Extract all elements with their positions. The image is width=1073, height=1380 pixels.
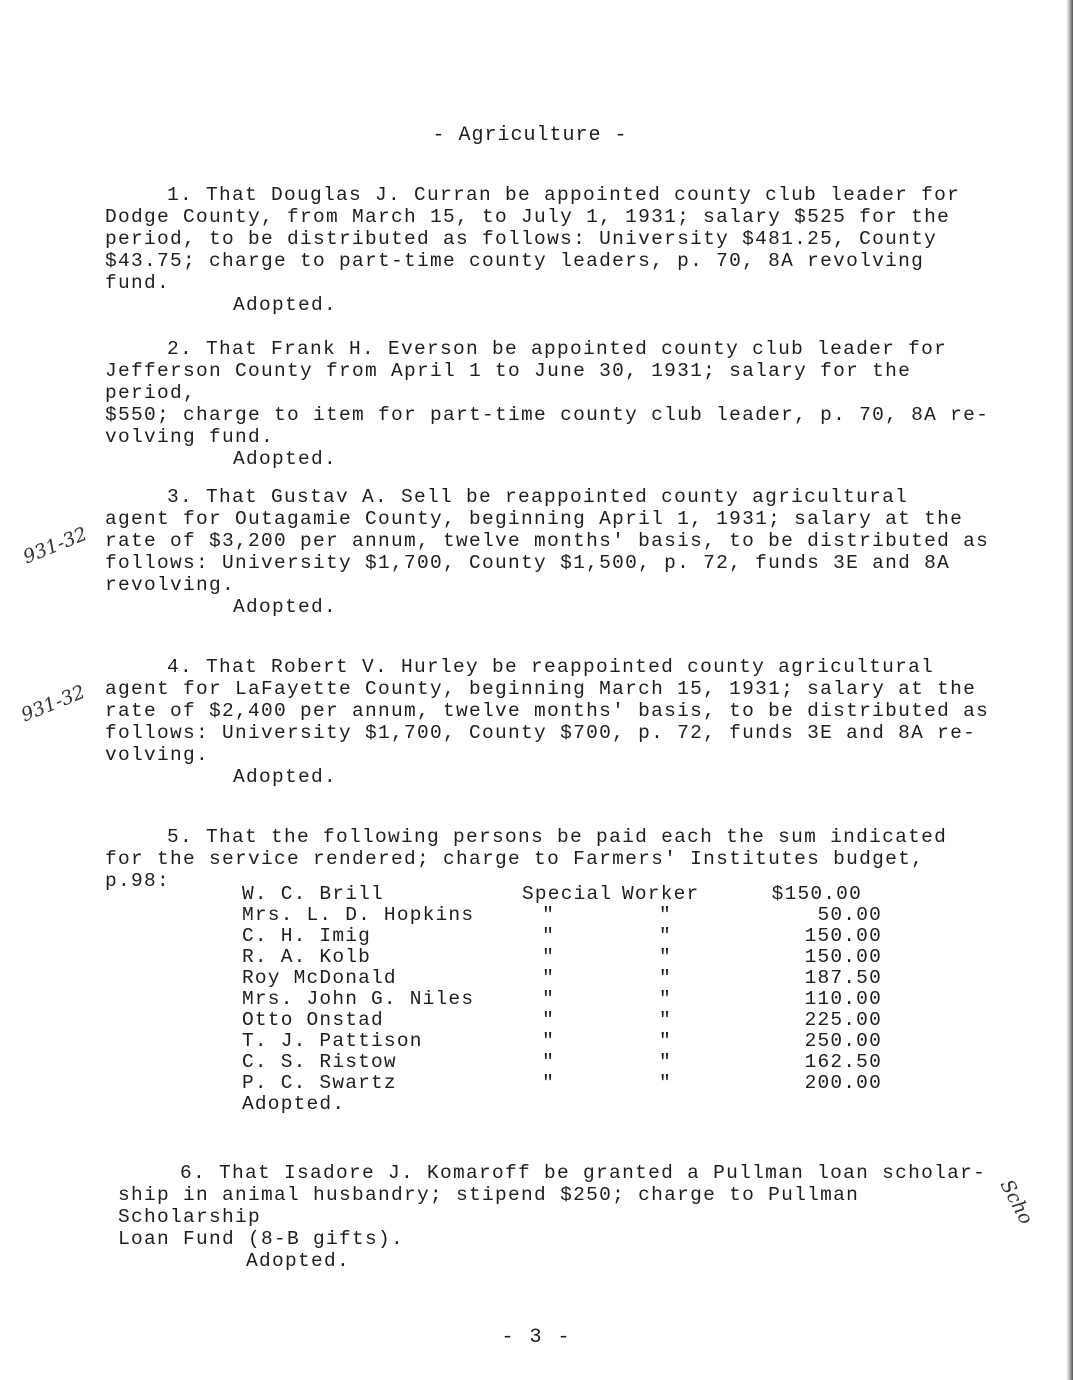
- adopted-label: Adopted.: [233, 294, 338, 316]
- list-item: [242, 947, 882, 968]
- ditto-mark: ": [542, 1030, 556, 1052]
- ditto-mark: ": [542, 967, 556, 989]
- ditto-mark: ": [542, 904, 556, 926]
- payee-amount: 187.50: [804, 967, 882, 989]
- item-line: ship in animal husbandry; stipend $250; charge to Pullman Scholarship: [118, 1184, 860, 1228]
- resolution-item-6: [118, 1162, 998, 1272]
- item-line: for the service rendered; charge to Farmers' Institutes budget, p.98:: [105, 848, 925, 892]
- role-worker: Worker: [622, 883, 700, 905]
- payee-amount: 50.00: [817, 904, 882, 926]
- payee-name: R. A. Kolb: [242, 946, 372, 968]
- list-item: [242, 989, 882, 1010]
- resolution-item-2: [105, 338, 995, 470]
- ditto-mark: ": [659, 1051, 672, 1073]
- item-line: follows: University $1,700, County $700, p. 72, funds 3E and 8A re-: [105, 722, 977, 744]
- ditto-mark: ": [542, 946, 556, 968]
- payee-amount: 162.50: [804, 1051, 882, 1073]
- list-item: [242, 1073, 882, 1094]
- payee-name: Otto Onstad: [242, 1009, 384, 1031]
- resolution-item-3: [105, 486, 995, 618]
- payee-name: Roy McDonald: [242, 967, 397, 989]
- payee-amount: 150.00: [804, 925, 882, 947]
- ditto-mark: ": [542, 1072, 556, 1094]
- handwritten-margin-note: 931-32: [20, 522, 91, 569]
- payee-list: [242, 884, 882, 1115]
- resolution-item-4: [105, 656, 995, 788]
- item-line: agent for Outagamie County, beginning April 1, 1931; salary at the: [105, 508, 964, 530]
- ditto-mark: ": [542, 1051, 556, 1073]
- list-item: [242, 905, 882, 926]
- adopted-label: Adopted.: [233, 596, 338, 618]
- handwritten-margin-note: 931-32: [18, 680, 89, 727]
- item-line: period, to be distributed as follows: University $481.25, County: [105, 228, 938, 250]
- adopted-label: Adopted.: [246, 1250, 351, 1272]
- handwritten-margin-note: Scho: [995, 1176, 1038, 1229]
- ditto-mark: ": [659, 904, 672, 926]
- item-line: follows: University $1,700, County $1,500, p. 72, funds 3E and 8A: [105, 552, 951, 574]
- payee-amount: 200.00: [804, 1072, 882, 1094]
- adopted-label: Adopted.: [233, 766, 338, 788]
- payee-amount: 110.00: [804, 988, 882, 1010]
- ditto-mark: ": [659, 1030, 672, 1052]
- item-line: agent for LaFayette County, beginning March 15, 1931; salary at the: [105, 678, 977, 700]
- ditto-mark: ": [542, 988, 556, 1010]
- payee-name: Mrs. L. D. Hopkins: [242, 904, 475, 926]
- item-line: revolving.: [105, 574, 236, 596]
- ditto-mark: ": [542, 925, 556, 947]
- payee-name: P. C. Swartz: [242, 1072, 397, 1094]
- list-item: [242, 968, 882, 989]
- ditto-mark: ": [659, 946, 672, 968]
- payee-amount: $150.00: [771, 883, 862, 905]
- payee-name: C. H. Imig: [242, 925, 372, 947]
- item-line: 5. That the following persons be paid each the sum indicated: [167, 826, 948, 848]
- role-special: Special: [522, 883, 613, 905]
- list-item: [242, 1052, 882, 1073]
- item-line: Dodge County, from March 15, to July 1, 1931; salary $525 for the: [105, 206, 951, 228]
- ditto-mark: ": [542, 1009, 556, 1031]
- payee-name: T. J. Pattison: [242, 1030, 423, 1052]
- item-line: 3. That Gustav A. Sell be reappointed county agricultural: [167, 486, 909, 508]
- item-line: $550; charge to item for part-time county club leader, p. 70, 8A re-: [105, 404, 990, 426]
- ditto-mark: ": [659, 1072, 672, 1094]
- item-line: Loan Fund (8-B gifts).: [118, 1228, 405, 1250]
- resolution-item-1: [105, 184, 995, 316]
- list-item: [242, 884, 882, 905]
- item-line: volving fund.: [105, 426, 275, 448]
- ditto-mark: ": [659, 925, 672, 947]
- section-title: - Agriculture -: [432, 124, 628, 147]
- list-item: [242, 1010, 882, 1031]
- item-line: 4. That Robert V. Hurley be reappointed county agricultural: [167, 656, 935, 678]
- ditto-mark: ": [659, 988, 672, 1010]
- list-item: [242, 1031, 882, 1052]
- item-line: 6. That Isadore J. Komaroff be granted a Pullman loan scholar-: [180, 1162, 987, 1184]
- item-line: 1. That Douglas J. Curran be appointed county club leader for: [167, 184, 961, 206]
- adopted-label: Adopted.: [242, 1093, 346, 1115]
- payee-name: Mrs. John G. Niles: [242, 988, 475, 1010]
- list-item: [242, 926, 882, 947]
- adopted-label: Adopted.: [233, 448, 338, 470]
- payee-name: C. S. Ristow: [242, 1051, 397, 1073]
- item-line: 2. That Frank H. Everson be appointed county club leader for: [167, 338, 948, 360]
- item-line: Jefferson County from April 1 to June 30, 1931; salary for the period,: [105, 360, 912, 404]
- payee-amount: 250.00: [804, 1030, 882, 1052]
- payee-amount: 150.00: [804, 946, 882, 968]
- page-edge-shadow: [1066, 0, 1073, 1380]
- item-line: rate of $3,200 per annum, twelve months' basis, to be distributed as: [105, 530, 990, 552]
- item-line: volving.: [105, 744, 210, 766]
- payee-name: W. C. Brill: [242, 883, 384, 905]
- payee-amount: 225.00: [804, 1009, 882, 1031]
- item-line: $43.75; charge to part-time county leaders, p. 70, 8A revolving fund.: [105, 250, 925, 294]
- ditto-mark: ": [659, 967, 672, 989]
- list-item: [242, 1094, 882, 1115]
- page-number: - 3 -: [501, 1326, 572, 1349]
- ditto-mark: ": [659, 1009, 672, 1031]
- item-line: rate of $2,400 per annum, twelve months' basis, to be distributed as: [105, 700, 990, 722]
